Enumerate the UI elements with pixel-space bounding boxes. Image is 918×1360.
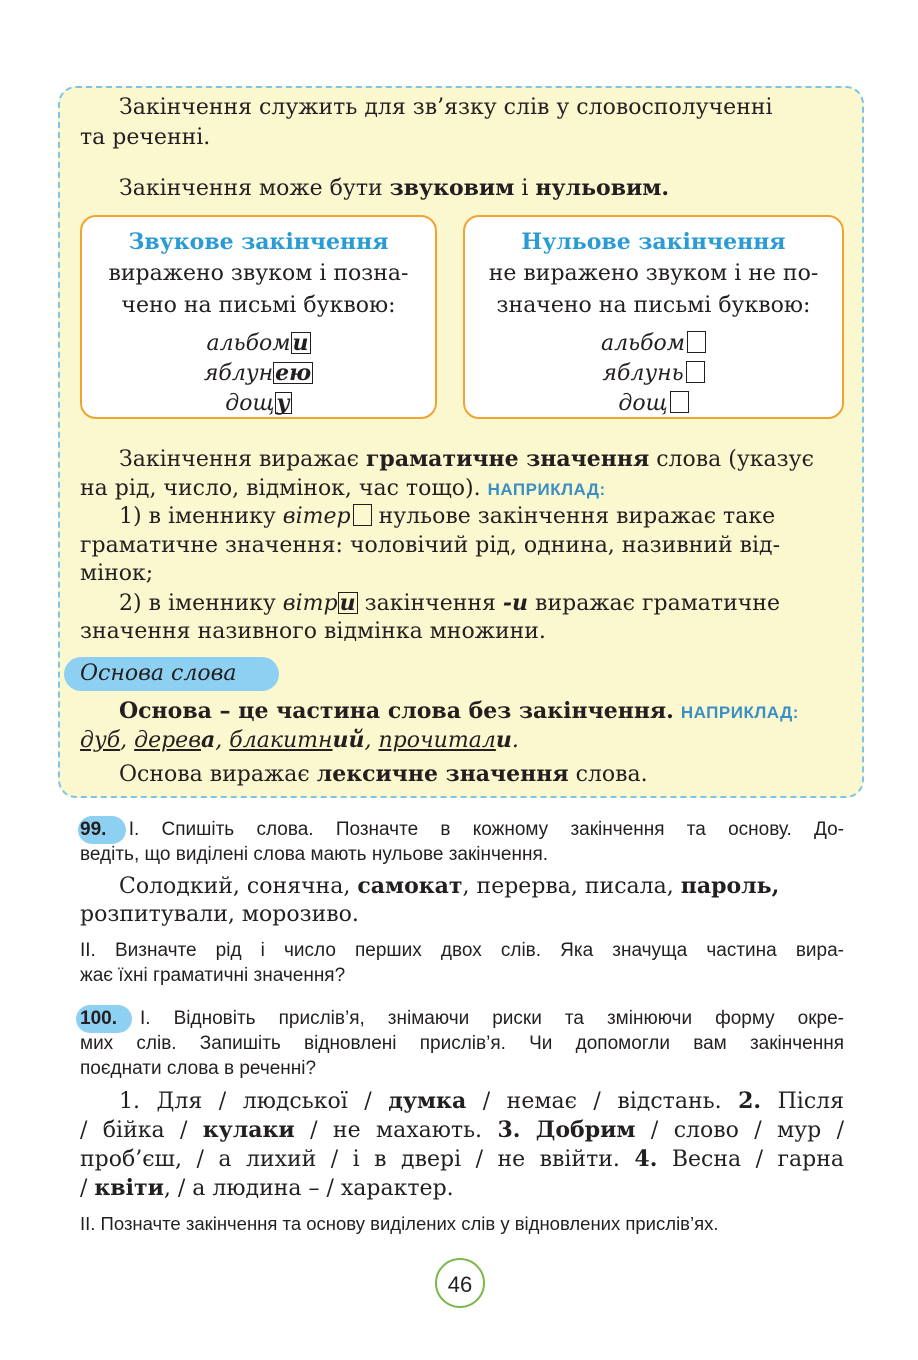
rule-p7-examples: дуб, дерева, блакитний, прочитали. [80,727,519,753]
sound-ending-title: Звукове закінчення [128,229,389,255]
rule-p1-line2: та реченні. [80,125,211,150]
section-heading: Основа слова [64,657,279,691]
example-word: альбоми [206,330,309,356]
zero-ending-desc1: не виражено звуком і не по- [488,261,819,286]
proverb-line3: проб’єш, / а лихий / і в двері / не ввійти. 4. Весна / гарна [80,1146,844,1172]
sound-ending-desc1: виражено звуком і позна- [108,261,409,286]
exercise-number: 99. [80,819,107,840]
ex99-words-line1: Солодкий, сонячна, самокат, перерва, писала, пароль, [119,873,780,899]
example-word: яблунею [203,360,312,386]
rule-p8: Основа виражає лексичне значення слова. [119,761,648,787]
zero-ending-title: Нульове закінчення [521,229,786,255]
rule-p5-line1: 2) в іменнику вітри закінчення -и виражає граматичне [119,590,780,616]
rule-p3-line1: Закінчення виражає граматичне значення слова (указує [119,446,814,472]
rule-p3-line2: на рід, число, відмінок, час тощо). НАПРИКЛАД: [80,476,606,501]
example-word: дощ [465,389,842,419]
ex99-words-line2: розпитували, морозиво. [80,902,359,927]
example-word: яблунь [465,359,842,389]
rule-p2: Закінчення може бути звуковим і нульовим. [119,175,670,201]
page-number: 46 [435,1258,485,1308]
rule-p4-line3: мінок; [80,561,154,586]
ex99-instruction: 99. I. Спишіть слова. Позначте в кожному закінчення та основу. До- ведіть, що виділені слова мають нульове закінчення. [80,819,844,865]
sound-ending-box [80,215,437,419]
ex100-instruction: 100. I. Відновіть прислів’я, знімаючи риски та змінюючи форму окре- мих слів. Запишіть відновлені прислів’я. Чи допомогли вам закінчення поєднати слова в реченні? [80,1008,845,1079]
example-word: дощу [225,390,290,416]
rule-p5-line2: значення називного відмінка множини. [80,619,546,644]
zero-ending-desc2: значено на письмі буквою: [496,293,811,318]
ex99-task2: II. Визначте рід і число перших двох слів. Яка значуща частина вира- жає їхні граматичні значення? [80,940,844,986]
rule-p4-line2: граматичне значення: чоловічий рід, однина, називний від- [80,533,781,558]
ex100-task2: II. Позначте закінчення та основу виділених слів у відновлених прислів’ях. [80,1213,719,1234]
zero-ending-box [463,215,844,419]
proverb-line2: / бійка / кулаки / не махають. 3. Добрим / слово / мур / [80,1117,844,1143]
rule-p1-line1: Закінчення служить для зв’язку слів у словосполученні [119,95,773,120]
rule-p4-line1: 1) в іменнику вітер нульове закінчення виражає таке [119,504,776,529]
rule-p6: Основа – це частина слова без закінчення. НАПРИКЛАД: [119,698,799,724]
proverb-line1: 1. Для / людської / думка / немає / відстань. 2. Після [119,1088,845,1114]
example-word: альбом [465,329,842,359]
sound-ending-desc2: чено на письмі буквою: [121,293,396,318]
exercise-number: 100. [80,1008,117,1029]
proverb-line4: / квіти, / а людина – / характер. [80,1175,454,1201]
